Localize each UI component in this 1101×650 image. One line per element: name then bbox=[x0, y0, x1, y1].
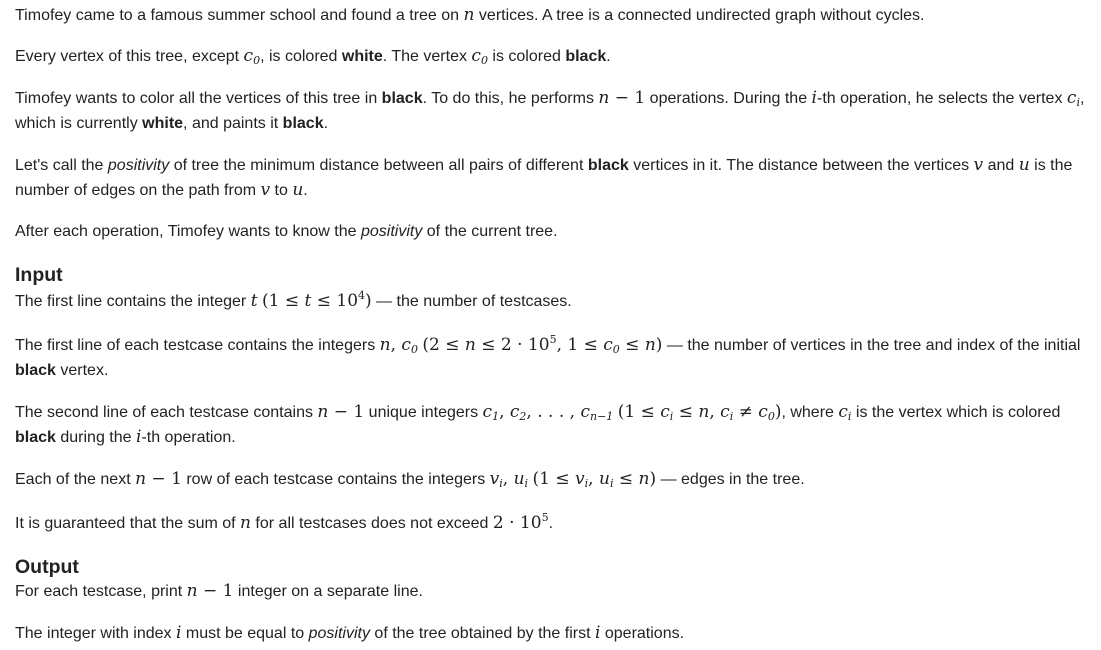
text-run bbox=[606, 48, 610, 65]
math-variable bbox=[510, 402, 527, 422]
text-run bbox=[15, 48, 244, 65]
text-content: , . . . , bbox=[526, 402, 581, 422]
text-content: unique integers bbox=[364, 404, 483, 421]
text-content: positivity bbox=[308, 625, 370, 642]
text-content: v bbox=[260, 180, 271, 200]
text-content: c bbox=[580, 402, 590, 422]
text-run bbox=[549, 515, 553, 532]
text-content: vertex. bbox=[55, 362, 109, 379]
text-content: operations. During the bbox=[645, 90, 812, 107]
text-run bbox=[15, 337, 380, 354]
text-run bbox=[370, 625, 595, 642]
math-expression bbox=[613, 469, 638, 489]
text-content: black bbox=[15, 362, 56, 379]
text-run bbox=[56, 429, 136, 446]
text-run bbox=[15, 7, 464, 24]
subscript: 0 bbox=[480, 54, 488, 67]
text-content: . The vertex bbox=[382, 48, 472, 65]
text-run bbox=[372, 293, 572, 310]
input-paragraph bbox=[15, 511, 1093, 536]
text-run bbox=[645, 90, 811, 107]
math-variable bbox=[135, 469, 146, 489]
text-content: ≤ 2 · 10 bbox=[475, 335, 550, 355]
text-content: n bbox=[240, 513, 251, 533]
text-run bbox=[233, 583, 422, 600]
text-content: n bbox=[698, 402, 710, 422]
text-content: (1 ≤ bbox=[261, 291, 305, 311]
math-variable bbox=[639, 469, 650, 489]
text-content: u bbox=[292, 180, 304, 200]
math-variable bbox=[240, 513, 251, 533]
text-content: ) bbox=[774, 402, 782, 422]
input-paragraph bbox=[15, 400, 1093, 450]
text-content: positivity bbox=[360, 223, 423, 240]
bold-text bbox=[565, 48, 606, 65]
text-content: ≠ bbox=[733, 402, 759, 422]
legend-paragraph bbox=[15, 86, 1093, 136]
math-variable bbox=[187, 581, 198, 601]
text-content: c bbox=[401, 335, 411, 355]
text-content: n bbox=[598, 88, 610, 108]
text-content: black bbox=[282, 115, 324, 132]
text-content: , bbox=[502, 469, 514, 489]
superscript: 5 bbox=[541, 511, 549, 524]
emphasis-text bbox=[361, 223, 422, 240]
math-variable bbox=[1067, 88, 1080, 108]
text-content: The first line contains the integer bbox=[15, 293, 251, 310]
text-content: Let's call the bbox=[15, 157, 108, 174]
text-content: . bbox=[323, 115, 329, 132]
text-content: white bbox=[142, 115, 184, 132]
text-content: . bbox=[303, 182, 308, 199]
math-variable bbox=[317, 402, 328, 422]
math-variable bbox=[974, 155, 984, 175]
math-variable bbox=[244, 46, 261, 66]
text-content: -th operation, he selects the vertex bbox=[816, 90, 1067, 107]
emphasis-text bbox=[309, 625, 370, 642]
text-run bbox=[324, 115, 328, 132]
math-expression bbox=[198, 581, 234, 601]
math-variable bbox=[514, 469, 528, 489]
input-paragraph bbox=[15, 289, 1093, 314]
text-run bbox=[423, 90, 599, 107]
math-variable bbox=[465, 335, 476, 355]
math-variable bbox=[698, 402, 709, 422]
text-run bbox=[183, 115, 283, 132]
text-content: is colored bbox=[487, 48, 566, 65]
bold-text bbox=[588, 157, 629, 174]
math-variable bbox=[599, 469, 613, 489]
text-run bbox=[15, 625, 176, 642]
subscript: 0 bbox=[612, 343, 620, 356]
subscript: n−1 bbox=[590, 410, 614, 423]
text-content: − 1 bbox=[609, 88, 646, 108]
text-content: (1 ≤ bbox=[532, 469, 576, 489]
text-content: n bbox=[464, 335, 476, 355]
text-run bbox=[656, 471, 805, 488]
math-variable bbox=[483, 402, 500, 422]
text-content: . bbox=[606, 48, 611, 65]
math-expression bbox=[733, 402, 758, 422]
text-run bbox=[817, 90, 1067, 107]
math-expression bbox=[476, 335, 557, 355]
legend-paragraph bbox=[15, 3, 1093, 28]
math-expression bbox=[365, 291, 372, 311]
input-paragraph bbox=[15, 333, 1093, 383]
text-run bbox=[260, 48, 342, 65]
text-content: c bbox=[660, 402, 670, 422]
text-content: of the current tree. bbox=[422, 223, 558, 240]
text-run bbox=[15, 223, 361, 240]
text-content: ) bbox=[365, 291, 372, 311]
text-content: black bbox=[381, 90, 423, 107]
text-content: black bbox=[15, 429, 56, 446]
text-content: n bbox=[186, 581, 198, 601]
text-content: c bbox=[758, 402, 768, 422]
text-run bbox=[15, 404, 317, 421]
text-content: integer on a separate line. bbox=[233, 583, 423, 600]
text-run bbox=[181, 625, 308, 642]
legend-paragraph bbox=[15, 153, 1093, 203]
text-run bbox=[251, 515, 493, 532]
text-content: of the tree obtained by the first bbox=[369, 625, 595, 642]
text-content: , is colored bbox=[260, 48, 342, 65]
math-variable bbox=[260, 180, 270, 200]
text-content: c bbox=[603, 335, 613, 355]
text-run bbox=[15, 293, 251, 310]
text-content: i bbox=[811, 88, 817, 108]
math-variable bbox=[490, 469, 503, 489]
text-run bbox=[270, 182, 292, 199]
math-expression bbox=[533, 469, 576, 489]
text-content: , bbox=[709, 402, 721, 422]
math-variable bbox=[464, 5, 475, 25]
subscript: i bbox=[524, 477, 529, 490]
text-content: — edges in the tree. bbox=[656, 471, 805, 488]
subscript: i bbox=[499, 477, 503, 490]
math-variable bbox=[758, 402, 775, 422]
text-content: It is guaranteed that the sum of bbox=[15, 515, 241, 532]
math-expression bbox=[526, 402, 580, 422]
text-content: row of each testcase contains the integers bbox=[181, 471, 490, 488]
text-content: 2 · 10 bbox=[492, 513, 542, 533]
text-content: c bbox=[838, 402, 848, 422]
text-run bbox=[781, 404, 838, 421]
superscript: 4 bbox=[358, 289, 366, 302]
text-content: Each of the next bbox=[15, 471, 136, 488]
math-variable bbox=[401, 335, 418, 355]
math-variable bbox=[645, 335, 656, 355]
text-content: . bbox=[548, 515, 554, 532]
text-run bbox=[600, 625, 684, 642]
text-content: during the bbox=[55, 429, 136, 446]
text-run bbox=[364, 404, 482, 421]
text-content: After each operation, Timofey wants to know the bbox=[15, 223, 361, 240]
math-expression bbox=[311, 291, 365, 311]
text-content: is the vertex which is colored bbox=[851, 404, 1061, 421]
text-run bbox=[303, 182, 307, 199]
math-variable bbox=[292, 180, 303, 200]
text-content: i bbox=[135, 427, 142, 447]
subscript: i bbox=[669, 410, 674, 423]
math-variable bbox=[471, 46, 488, 66]
output-paragraph bbox=[15, 579, 1093, 604]
subscript: i bbox=[1076, 96, 1080, 109]
text-content: -th operation. bbox=[141, 429, 236, 446]
text-content: vertices in it. The distance between the vertices bbox=[628, 157, 974, 174]
legend-paragraph bbox=[15, 44, 1093, 69]
text-content: ≤ 10 bbox=[311, 291, 359, 311]
math-expression bbox=[391, 335, 402, 355]
text-content: black bbox=[587, 157, 629, 174]
text-content: n bbox=[463, 5, 475, 25]
math-expression bbox=[609, 88, 645, 108]
text-run bbox=[629, 157, 974, 174]
text-content: positivity bbox=[107, 157, 170, 174]
text-content: and bbox=[983, 157, 1019, 174]
text-run bbox=[15, 90, 382, 107]
output-heading: Output bbox=[15, 556, 79, 578]
subscript: i bbox=[729, 410, 734, 423]
text-run bbox=[15, 583, 187, 600]
text-content: n bbox=[638, 469, 650, 489]
text-content: Timofey wants to color all the vertices of this tree in bbox=[15, 90, 382, 107]
text-content: n bbox=[644, 335, 656, 355]
output-paragraph bbox=[15, 621, 1093, 646]
math-variable bbox=[598, 88, 609, 108]
text-content: ≤ bbox=[613, 469, 639, 489]
text-content: (2 ≤ bbox=[422, 335, 465, 355]
bold-text bbox=[342, 48, 383, 65]
input-heading: Input bbox=[15, 264, 63, 286]
text-content: , where bbox=[781, 404, 839, 421]
text-content: black bbox=[565, 48, 607, 65]
text-run bbox=[474, 7, 924, 24]
text-content: , which is currently bbox=[15, 90, 1085, 132]
subscript: 0 bbox=[767, 410, 775, 423]
math-expression bbox=[146, 469, 182, 489]
legend-paragraph bbox=[15, 219, 1093, 244]
text-content: , and paints it bbox=[183, 115, 283, 132]
text-content: u bbox=[1018, 155, 1030, 175]
text-content: i bbox=[595, 623, 601, 643]
text-run bbox=[15, 471, 135, 488]
text-content: i bbox=[175, 623, 182, 643]
text-run bbox=[56, 362, 108, 379]
text-content: (1 ≤ bbox=[617, 402, 661, 422]
math-expression bbox=[673, 402, 698, 422]
text-content: , bbox=[390, 335, 402, 355]
text-content: u bbox=[598, 469, 610, 489]
text-content: operations. bbox=[600, 625, 685, 642]
math-variable bbox=[720, 402, 733, 422]
text-run bbox=[141, 429, 235, 446]
math-variable bbox=[380, 335, 391, 355]
text-content: The integer with index bbox=[15, 625, 176, 642]
text-run bbox=[488, 48, 565, 65]
subscript: 1 bbox=[492, 410, 500, 423]
text-content: u bbox=[513, 469, 525, 489]
math-variable bbox=[251, 291, 258, 311]
text-content: t bbox=[250, 291, 258, 311]
subscript: 2 bbox=[519, 410, 527, 423]
text-run bbox=[169, 157, 588, 174]
text-content: v bbox=[575, 469, 585, 489]
subscript: i bbox=[847, 410, 852, 423]
text-content: , bbox=[499, 402, 510, 422]
text-content: is the number of edges on the path from bbox=[15, 157, 1073, 199]
text-content: n bbox=[379, 335, 391, 355]
text-content: c bbox=[243, 46, 254, 66]
math-expression bbox=[588, 469, 599, 489]
text-content: − 1 bbox=[146, 469, 182, 489]
math-variable bbox=[575, 469, 588, 489]
text-content: , bbox=[588, 469, 599, 489]
text-content: of tree the minimum distance between all pairs of different bbox=[169, 157, 588, 174]
math-expression bbox=[422, 335, 465, 355]
text-run bbox=[851, 404, 1060, 421]
text-content: . To do this, he performs bbox=[422, 90, 599, 107]
math-expression bbox=[499, 402, 510, 422]
text-run bbox=[383, 48, 472, 65]
math-variable bbox=[580, 402, 613, 422]
text-content: v bbox=[973, 155, 984, 175]
math-expression bbox=[709, 402, 720, 422]
emphasis-text bbox=[108, 157, 169, 174]
math-expression bbox=[557, 335, 604, 355]
text-content: n bbox=[135, 469, 147, 489]
text-run bbox=[662, 337, 1080, 354]
text-content: c bbox=[1066, 88, 1077, 108]
text-content: v bbox=[489, 469, 500, 489]
math-variable bbox=[1019, 155, 1030, 175]
text-content: c bbox=[720, 402, 730, 422]
text-content: n bbox=[317, 402, 329, 422]
text-content: − 1 bbox=[328, 402, 365, 422]
text-content: must be equal to bbox=[181, 625, 309, 642]
text-content: for all testcases does not exceed bbox=[250, 515, 493, 532]
text-content: For each testcase, print bbox=[15, 583, 187, 600]
text-content: ≤ bbox=[619, 335, 645, 355]
text-content: , 1 ≤ bbox=[556, 335, 604, 355]
text-content: — the number of vertices in the tree and index of the initial bbox=[662, 337, 1081, 354]
text-content: c bbox=[509, 402, 520, 422]
math-expression bbox=[262, 291, 305, 311]
text-run bbox=[182, 471, 490, 488]
text-content: to bbox=[270, 182, 293, 199]
math-expression bbox=[618, 402, 661, 422]
math-variable bbox=[603, 335, 620, 355]
math-expression bbox=[503, 469, 514, 489]
superscript: 5 bbox=[549, 333, 557, 346]
text-content: — the number of testcases. bbox=[371, 293, 572, 310]
text-content: c bbox=[482, 402, 493, 422]
text-content: vertices. A tree is a connected undirected graph without cycles. bbox=[474, 7, 925, 24]
bold-text bbox=[283, 115, 324, 132]
text-run bbox=[422, 223, 557, 240]
text-content: ≤ bbox=[673, 402, 699, 422]
input-paragraph bbox=[15, 467, 1093, 492]
subscript: 0 bbox=[410, 343, 418, 356]
text-content: Every vertex of this tree, except bbox=[15, 48, 244, 65]
text-content: The first line of each testcase contains the integers bbox=[15, 337, 380, 354]
text-run bbox=[15, 157, 108, 174]
text-run bbox=[983, 157, 1019, 174]
math-variable bbox=[838, 402, 851, 422]
bold-text bbox=[382, 90, 423, 107]
math-expression bbox=[493, 513, 549, 533]
math-expression bbox=[328, 402, 364, 422]
text-content: − 1 bbox=[197, 581, 234, 601]
text-content: c bbox=[471, 46, 481, 66]
bold-text bbox=[15, 429, 56, 446]
bold-text bbox=[15, 362, 56, 379]
text-content: The second line of each testcase contains bbox=[15, 404, 318, 421]
bold-text bbox=[142, 115, 183, 132]
text-content: ) bbox=[649, 469, 657, 489]
subscript: i bbox=[584, 477, 589, 490]
text-run bbox=[15, 515, 240, 532]
subscript: 0 bbox=[253, 54, 261, 67]
text-content: Timofey came to a famous summer school and found a tree on bbox=[15, 7, 464, 24]
text-content: ) bbox=[655, 335, 663, 355]
math-variable bbox=[660, 402, 673, 422]
text-content: white bbox=[341, 48, 383, 65]
subscript: i bbox=[609, 477, 614, 490]
text-content: t bbox=[304, 291, 312, 311]
math-expression bbox=[620, 335, 645, 355]
